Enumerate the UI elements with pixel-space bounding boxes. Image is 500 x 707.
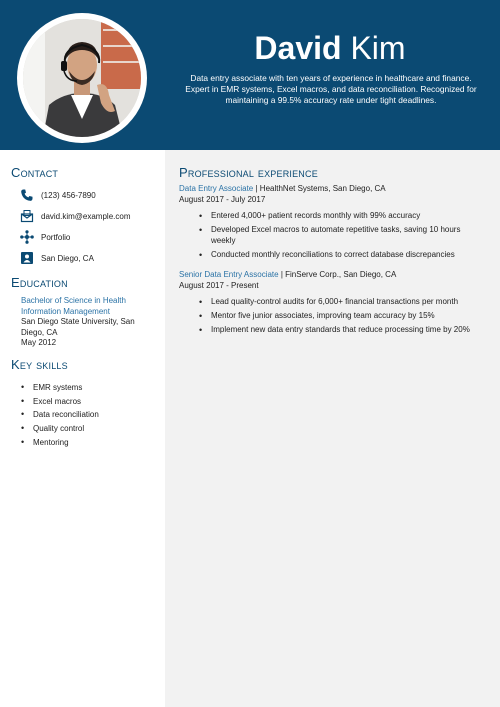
job-role: Data Entry Associate bbox=[179, 184, 254, 193]
job-company: | FinServe Corp., San Diego, CA bbox=[278, 270, 397, 279]
job-bullets bbox=[199, 211, 484, 264]
profile-photo bbox=[23, 19, 141, 137]
contact-location bbox=[20, 250, 94, 266]
contact-heading: Contact bbox=[11, 165, 59, 180]
candidate-name bbox=[180, 28, 480, 68]
contact-email bbox=[20, 208, 130, 224]
education-heading: Education bbox=[11, 275, 68, 290]
skill-item: • EMR systems bbox=[21, 381, 99, 395]
location-text: San Diego, CA bbox=[41, 253, 94, 263]
skill-item: • Excel macros bbox=[21, 395, 99, 409]
job-bullet: • Implement new data entry standards that reduce processing time by 20% bbox=[199, 325, 484, 336]
first-name: David bbox=[254, 30, 342, 66]
job-bullet: • Conducted monthly reconciliations to correct database discrepancies bbox=[199, 250, 484, 261]
job-bullet: • Lead quality-control audits for 6,000+ financial transactions per month bbox=[199, 297, 484, 308]
contact-phone bbox=[20, 187, 96, 203]
last-name: Kim bbox=[341, 30, 406, 66]
education-date: May 2012 bbox=[21, 338, 57, 347]
phone-icon bbox=[20, 188, 34, 202]
job-role: Senior Data Entry Associate bbox=[179, 270, 279, 279]
job-dates: August 2017 - July 2017 bbox=[179, 194, 266, 204]
skill-item: • Data reconciliation bbox=[21, 408, 99, 422]
skills-list bbox=[21, 381, 99, 450]
job-header bbox=[179, 184, 386, 205]
skill-item: • Quality control bbox=[21, 422, 99, 436]
job-company: | HealthNet Systems, San Diego, CA bbox=[253, 184, 386, 193]
job-bullet: • Developed Excel macros to automate repetitive tasks, saving 10 hours weekly bbox=[199, 225, 484, 246]
job-dates: August 2017 - Present bbox=[179, 280, 259, 290]
education-entry bbox=[21, 296, 151, 349]
location-icon bbox=[20, 251, 34, 265]
portfolio-link[interactable]: Portfolio bbox=[41, 232, 71, 242]
education-degree: Bachelor of Science in Health Information Management bbox=[21, 296, 126, 316]
experience-heading: Professional experience bbox=[179, 165, 318, 180]
skill-item: • Mentoring bbox=[21, 436, 99, 450]
portfolio-icon bbox=[20, 230, 34, 244]
email-text[interactable]: david.kim@example.com bbox=[41, 211, 131, 221]
contact-portfolio bbox=[20, 229, 70, 245]
education-school: San Diego State University, San Diego, CA bbox=[21, 317, 135, 337]
job-header bbox=[179, 270, 396, 291]
email-icon bbox=[20, 209, 34, 223]
profile-summary: Data entry associate with ten years of experience in healthcare and finance. Expert in EMR systems, Excel macros, and data reconciliation. Recognized for maintaining a 99.5% accuracy rate under tight deadlines. bbox=[185, 73, 477, 105]
job-bullet: • Mentor five junior associates, improving team accuracy by 15% bbox=[199, 311, 484, 322]
job-bullets bbox=[199, 297, 484, 339]
job-bullet: • Entered 4,000+ patient records monthly with 99% accuracy bbox=[199, 211, 484, 222]
phone-text: (123) 456-7890 bbox=[41, 190, 96, 200]
skills-heading: Key skills bbox=[11, 357, 68, 372]
